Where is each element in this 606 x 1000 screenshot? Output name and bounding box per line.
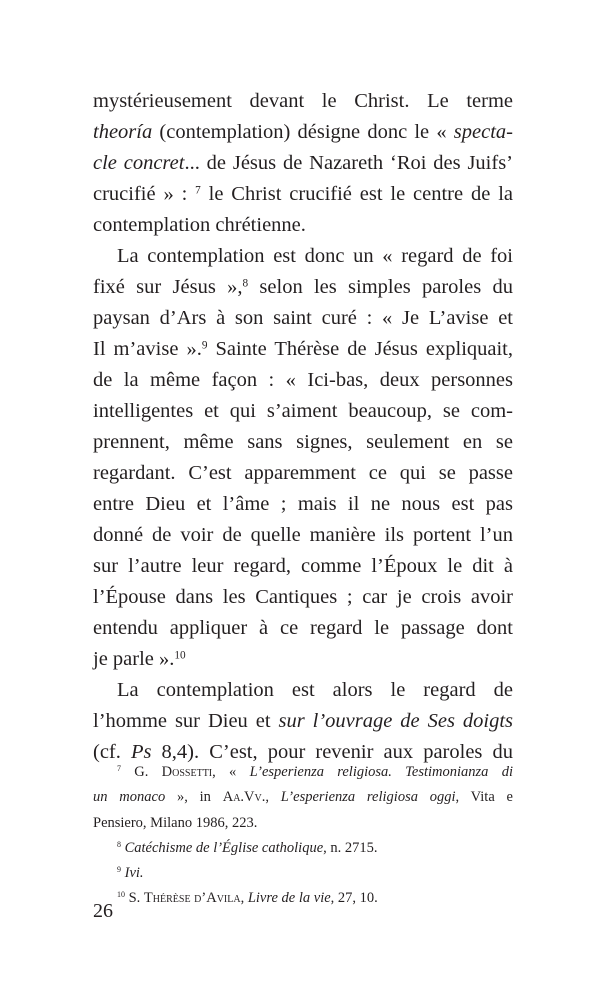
text-run: entre Dieu et l’âme ; mais il ne nous est pas [93, 493, 513, 515]
footnote-marker: 8 [117, 840, 121, 850]
text-run: intelligentes et qui s’aiment beaucoup, se com- [93, 400, 513, 422]
author-name: Dossetti [161, 764, 213, 780]
text-run: », in [165, 789, 223, 806]
footnote-marker: 10 [117, 890, 125, 900]
text-run: S. [124, 890, 144, 907]
italic-text: L’esperienza religiosa. Testimonianza di [249, 764, 513, 780]
text-line [93, 117, 513, 148]
italic-text: theoría [93, 121, 153, 143]
author-name: Aa.Vv. [222, 789, 266, 806]
text-run: paysan d’Ars à son saint curé : « Je L’avise et [93, 307, 513, 329]
footnote-marker: 9 [201, 339, 208, 352]
text-line [93, 210, 513, 241]
italic-text: Ps [130, 741, 152, 763]
italic-text: sur l’ouvrage de Ses doigts [278, 710, 513, 732]
footnote-line [93, 760, 513, 785]
text-run: prennent, même sans signes, seulement en se [93, 431, 513, 453]
text-run: donné de voir de quelle manière ils portent l’un [93, 524, 513, 546]
italic-text: Catéchisme de l’Église catholique [124, 839, 324, 856]
text-line [93, 148, 513, 179]
text-line [93, 675, 513, 706]
text-run: , 27, 10. [330, 890, 378, 907]
text-run: l’Épouse dans les Cantiques ; car je crois avoir [93, 586, 513, 608]
text-run: Pensiero, Milano 1986, 223. [93, 814, 258, 831]
text-run: fixé sur Jésus », [93, 276, 243, 298]
text-run: , « [212, 764, 250, 780]
text-line [93, 427, 513, 458]
text-run: le Christ crucifié est le centre de la [200, 183, 513, 205]
footnote-marker: 8 [242, 277, 249, 290]
text-line [93, 86, 513, 117]
text-run: 8,4). C’est, pour revenir aux paroles du [151, 741, 513, 763]
text-run: (contemplation) désigne donc le « [152, 121, 454, 143]
text-line [93, 458, 513, 489]
text-run: crucifié » : [93, 183, 196, 205]
author-name: Thérèse d’Avila [143, 890, 241, 907]
italic-text: un monaco [93, 789, 166, 806]
text-run: , [240, 890, 248, 907]
text-run: La contemplation est donc un « regard de foi [117, 245, 513, 267]
text-run: sur l’autre leur regard, comme l’Époux le dit à [93, 555, 513, 577]
text-line [93, 489, 513, 520]
text-run: , n. 2715. [323, 839, 378, 856]
text-line [93, 303, 513, 334]
text-line [93, 334, 513, 365]
text-run: La contemplation est alors le regard de [117, 679, 513, 701]
text-line [93, 396, 513, 427]
text-line [93, 613, 513, 644]
page-number: 26 [93, 900, 113, 922]
footnote-marker: 7 [117, 764, 121, 774]
body-text [93, 86, 513, 768]
text-line [93, 644, 513, 675]
text-run: selon les simples paroles du [248, 276, 513, 298]
footnotes [93, 760, 513, 912]
text-line [93, 272, 513, 303]
text-run: , Vita e [455, 789, 513, 806]
text-run: ... de Jésus de Nazareth ‘Roi des Juifs’ [184, 152, 513, 174]
footnote-line [93, 811, 513, 836]
text-run: l’homme sur Dieu et [93, 710, 279, 732]
text-run: de la même façon : « Ici-bas, deux personnes [93, 369, 513, 391]
text-line [93, 551, 513, 582]
text-line [93, 520, 513, 551]
text-line [93, 241, 513, 272]
footnote-line [93, 785, 513, 810]
text-run: regardant. C’est apparemment ce qui se passe [93, 462, 513, 484]
text-run: contemplation chrétienne. [93, 214, 306, 236]
text-line [93, 706, 513, 737]
text-run: (cf. [93, 741, 131, 763]
text-run: mystérieusement devant le Christ. Le terme [93, 90, 513, 112]
footnote-marker: 10 [174, 649, 186, 662]
italic-text: Livre de la vie [247, 890, 331, 907]
footnote-line [93, 861, 513, 886]
footnote-line [93, 886, 513, 911]
text-run: , [265, 789, 281, 806]
text-line [93, 179, 513, 210]
footnote-line [93, 836, 513, 861]
text-run: Sainte Thérèse de Jésus expliquait, [207, 338, 514, 360]
text-run: je parle ». [93, 648, 175, 670]
footnote-marker: 9 [117, 865, 121, 875]
text-line [93, 582, 513, 613]
italic-text: specta- [453, 121, 513, 143]
text-run: entendu appliquer à ce regard le passage dont [93, 617, 513, 639]
italic-text: L’esperienza religiosa oggi [280, 789, 456, 806]
text-line [93, 365, 513, 396]
italic-text: Ivi. [124, 865, 144, 882]
text-run: Il m’avise ». [93, 338, 202, 360]
text-run: G. [120, 764, 162, 780]
footnote-marker: 7 [195, 184, 201, 197]
italic-text: cle concret [93, 152, 185, 174]
